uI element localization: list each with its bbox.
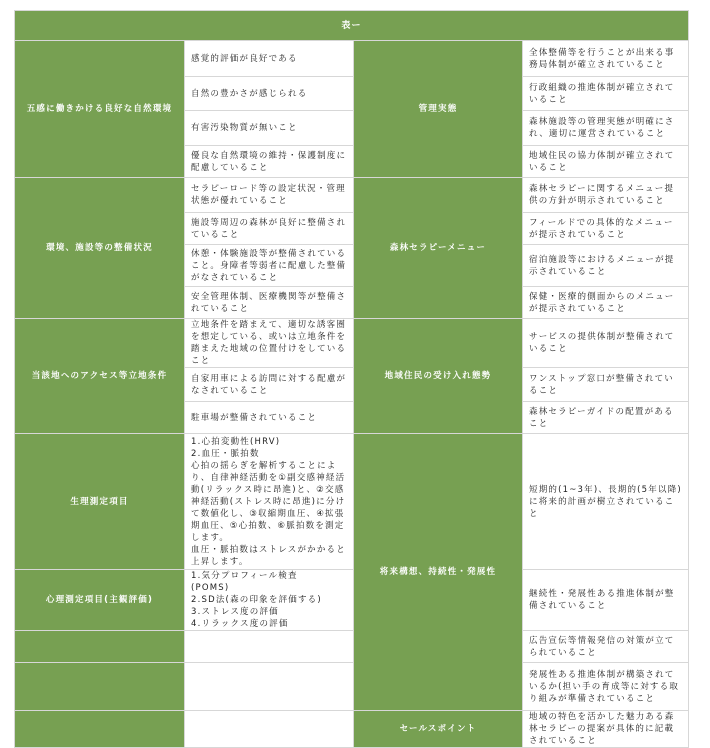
empty-item-cell (185, 663, 354, 711)
right-item: 発展性ある推進体制が構築されているか(担い手の育成等に対する取り組みが準備されていること (523, 663, 689, 711)
right-item: サービスの提供体制が整備されていること (523, 319, 689, 368)
left-item: 優良な自然環境の維持・保護制度に配慮していること (185, 146, 354, 178)
table-row (15, 434, 689, 570)
right-item: 全体整備等を行うことが出来る事務局体制が確立されていること (523, 41, 689, 77)
evaluation-table-container (14, 10, 688, 746)
right-item: 地域の特色を活かした魅力ある森林セラピーの提案が具体的に記載されていること (523, 711, 689, 748)
right-item: 広告宣伝等情報発信の対策が立てられていること (523, 631, 689, 663)
right-item: フィールドでの具体的なメニューが提示されていること (523, 213, 689, 245)
right-item: 行政組織の推進体制が確立されていること (523, 77, 689, 111)
empty-item-cell (185, 631, 354, 663)
left-item: 有害汚染物質が無いこと (185, 111, 354, 146)
right-section-heading: 管理実態 (354, 41, 523, 178)
right-section-heading: 将来構想、持続性・発展性 (354, 434, 523, 711)
right-item: 森林施設等の管理実態が明確にされ、適切に運営されていること (523, 111, 689, 146)
left-section-heading: 環境、施設等の整備状況 (15, 178, 185, 319)
table-row (15, 41, 689, 77)
empty-heading-cell (15, 711, 185, 748)
left-item: 立地条件を踏まえて、適切な誘客圏を想定している、或いは立地条件を踏まえた地域の位置付けをしていること (185, 319, 354, 368)
right-item: 宿泊施設等におけるメニューが提示されていること (523, 245, 689, 287)
left-item: 自然の豊かさが感じられる (185, 77, 354, 111)
left-item: 休憩・体験施設等が整備されていること。身障者等弱者に配慮した整備がなされていること (185, 245, 354, 287)
right-item: 地域住民の協力体制が確立されていること (523, 146, 689, 178)
table-row (15, 631, 689, 663)
table-row (15, 319, 689, 368)
right-item: ワンストップ窓口が整備されていること (523, 368, 689, 402)
table-row (15, 663, 689, 711)
right-section-heading: 森林セラピーメニュー (354, 178, 523, 319)
table-title: 表ー (15, 11, 689, 41)
table-row (15, 178, 689, 213)
right-section-heading: セールスポイント (354, 711, 523, 748)
table-row (15, 570, 689, 631)
right-section-heading: 地域住民の受け入れ態勢 (354, 319, 523, 434)
left-section-heading: 生理測定項目 (15, 434, 185, 570)
left-item: 自家用車による訪問に対する配慮がなされていること (185, 368, 354, 402)
left-item: 駐車場が整備されていること (185, 402, 354, 434)
empty-item-cell (185, 711, 354, 748)
left-section-heading: 心理測定項目(主観評価) (15, 570, 185, 631)
left-section-heading: 当該地へのアクセス等立地条件 (15, 319, 185, 434)
right-item: 森林セラピーガイドの配置があること (523, 402, 689, 434)
table-title-row (15, 11, 689, 41)
left-item: 1.気分プロフィール検査 (POMS) 2.SD法(森の印象を評価する) 3.ストレス度の評価 4.リラックス度の評価 (185, 570, 354, 631)
right-item: 継続性・発展性ある推進体制が整備されていること (523, 570, 689, 631)
right-item: 短期的(1~3年)、長期的(5年以降)に将来的計画が樹立されていること (523, 434, 689, 570)
left-section-heading: 五感に働きかける良好な自然環境 (15, 41, 185, 178)
table-row (15, 711, 689, 748)
right-item: 保健・医療的側面からのメニューが提示されていること (523, 287, 689, 319)
left-item: 感覚的評価が良好である (185, 41, 354, 77)
left-item: 安全管理体制、医療機関等が整備されていること (185, 287, 354, 319)
right-item: 森林セラピーに関するメニュー提供の方針が明示されていること (523, 178, 689, 213)
evaluation-table (14, 10, 689, 748)
empty-heading-cell (15, 663, 185, 711)
left-item: 1.心拍変動性(HRV) 2.血圧・脈拍数 心拍の揺らぎを解析することにより、自律神経活動を①副交感神経活動(リラックス時に昂進)と、②交感神経活動(ストレス時に昂進)に分けて数値化し、③収縮期血圧、④拡張期血圧、⑤心拍数、⑥脈拍数を測定します。 血圧・脈拍数はストレスがかかると上昇します。 (185, 434, 354, 570)
left-item: セラピーロード等の設定状況・管理状態が優れていること (185, 178, 354, 213)
left-item: 施設等周辺の森林が良好に整備されていること (185, 213, 354, 245)
empty-heading-cell (15, 631, 185, 663)
